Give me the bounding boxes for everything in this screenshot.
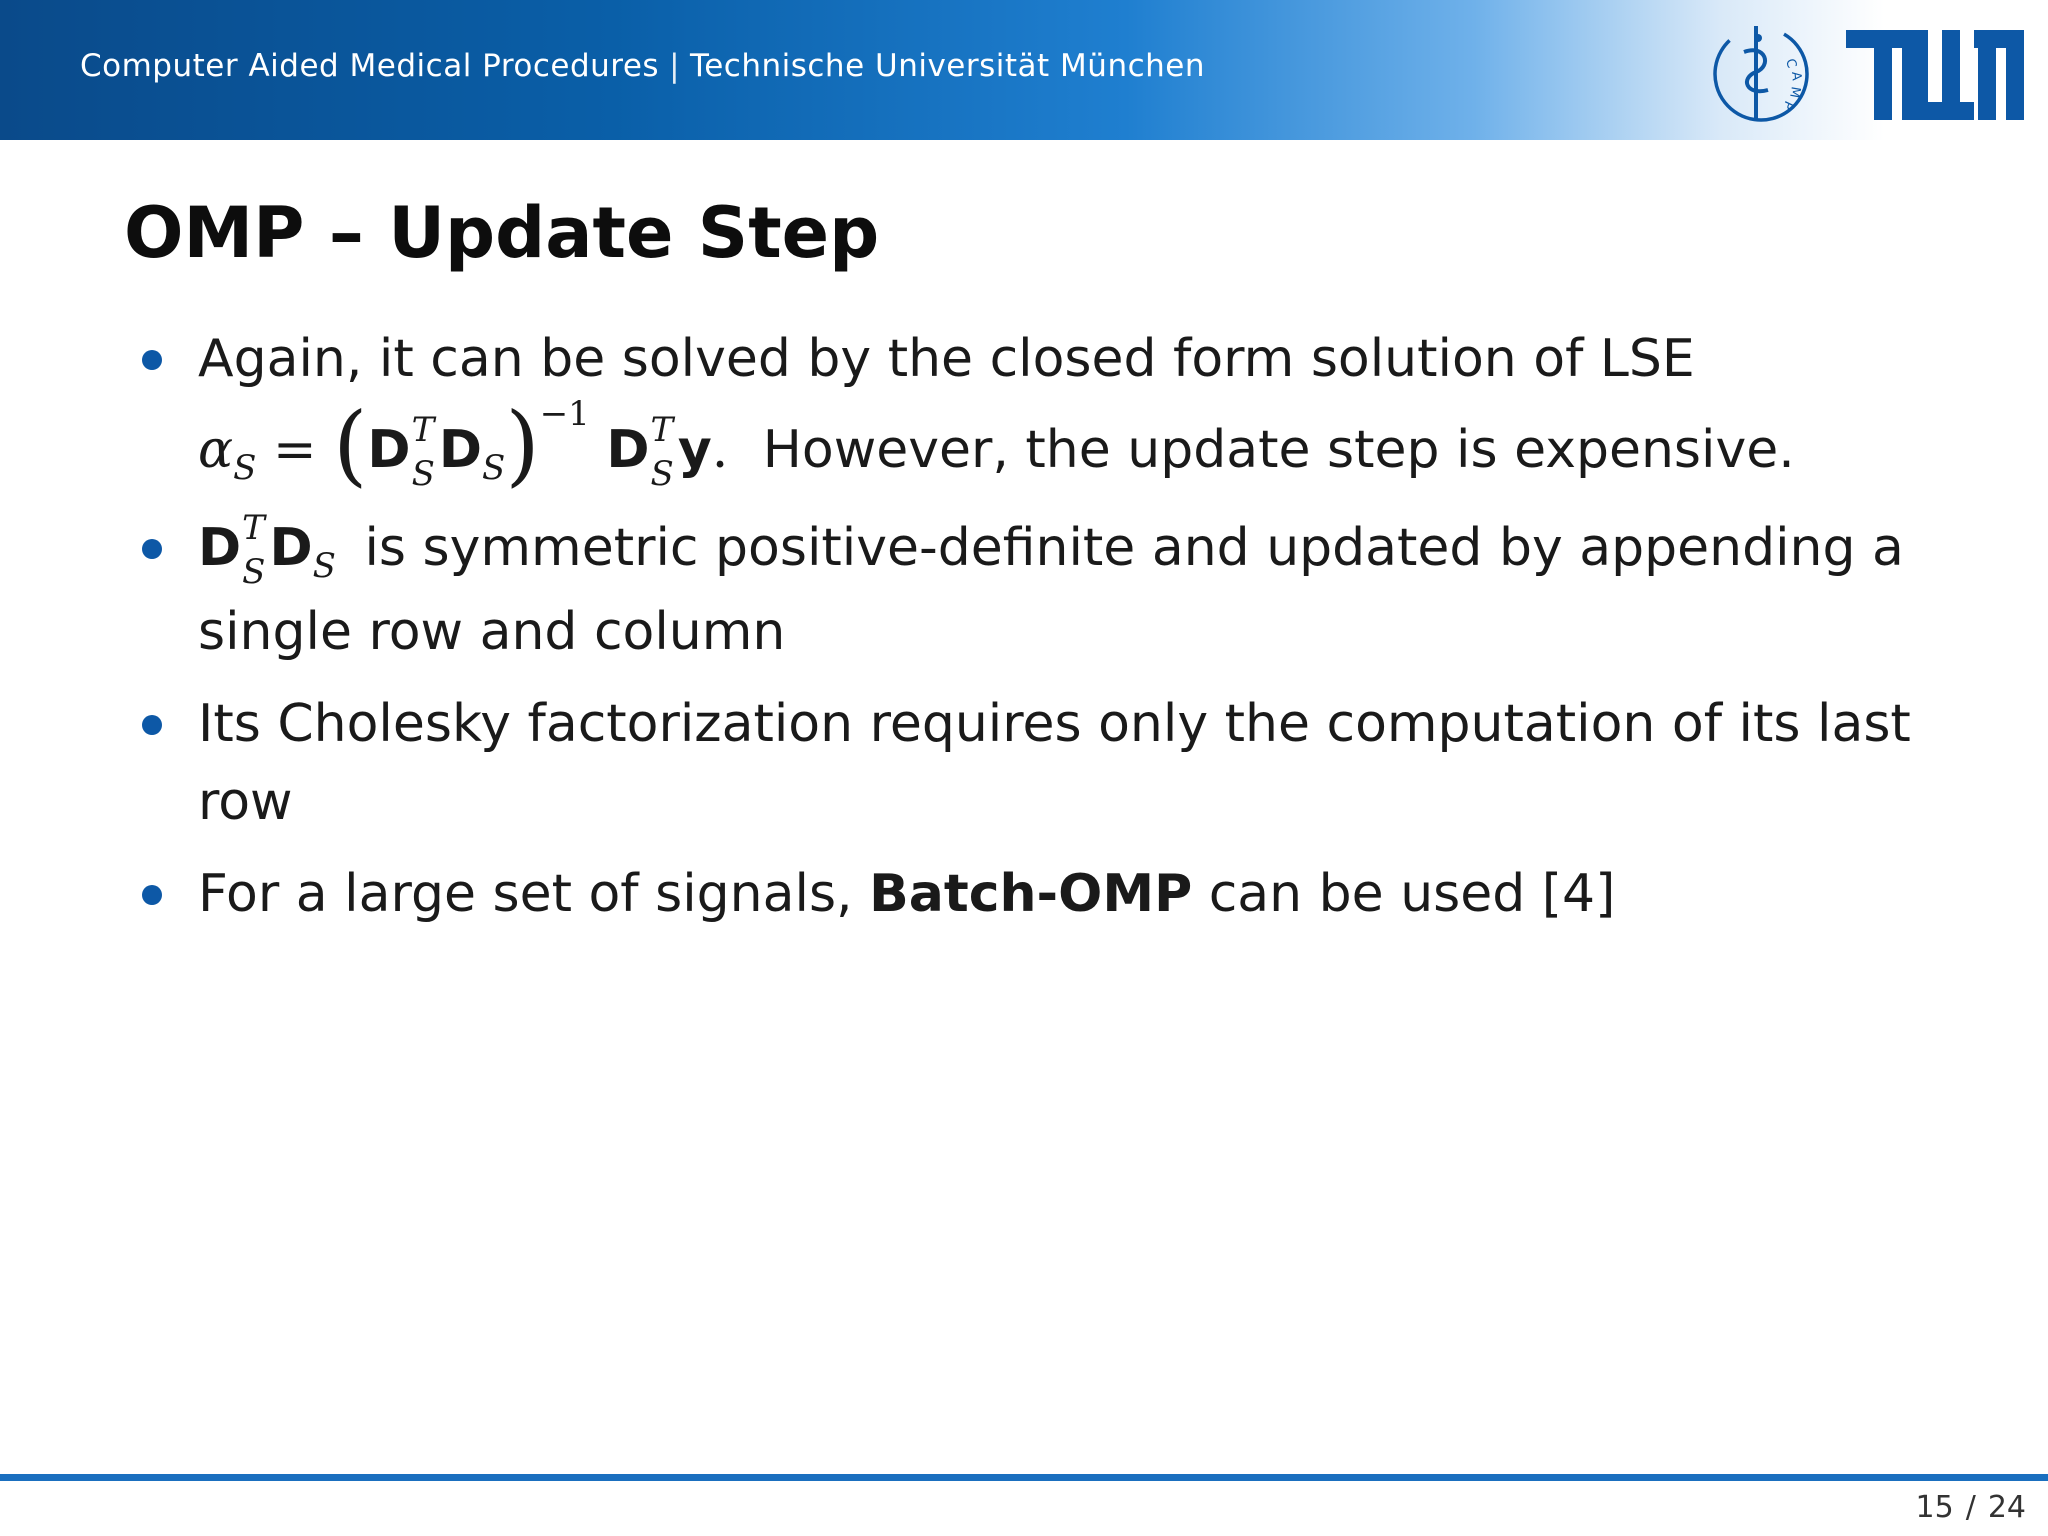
total-pages: 24 bbox=[1987, 1490, 2026, 1525]
bullet-icon bbox=[142, 539, 162, 559]
math-sub-s: S bbox=[650, 454, 674, 494]
page-separator: / bbox=[1965, 1490, 1976, 1525]
bullet-icon bbox=[142, 715, 162, 735]
bullet-4-bold: Batch-OMP bbox=[869, 864, 1193, 924]
math-d: D bbox=[606, 420, 650, 480]
current-page: 15 bbox=[1915, 1490, 1954, 1525]
header-text bbox=[80, 48, 1205, 84]
math-equals: = bbox=[272, 420, 317, 480]
math-d: D bbox=[198, 518, 242, 578]
svg-text:C: C bbox=[1782, 57, 1799, 70]
slide-header bbox=[0, 0, 2048, 140]
bullet-2-text: is symmetric positive-definite and updated by appending a single row and column bbox=[198, 518, 1904, 662]
bullet-item-2 bbox=[138, 509, 1918, 671]
tum-logo-icon bbox=[1846, 30, 2024, 120]
math-sub-s: S bbox=[411, 454, 435, 494]
math-sub-s: S bbox=[233, 448, 257, 488]
bullet-icon bbox=[142, 350, 162, 370]
bullet-icon bbox=[142, 885, 162, 905]
svg-text:P: P bbox=[1779, 98, 1796, 112]
svg-text:M: M bbox=[1786, 85, 1803, 99]
math-sub-s: S bbox=[312, 546, 336, 586]
math-alpha: α bbox=[198, 420, 234, 480]
bullet-1-line-2 bbox=[198, 393, 1918, 496]
header-separator: | bbox=[669, 48, 681, 84]
math-inverse: −1 bbox=[539, 394, 590, 434]
bullet-item-3 bbox=[138, 685, 1918, 841]
math-sup-t: T bbox=[242, 508, 265, 548]
page-number bbox=[1916, 1490, 2026, 1525]
math-d: D bbox=[269, 518, 313, 578]
bullet-4-text-pre: For a large set of signals, bbox=[198, 864, 853, 924]
math-y: y bbox=[677, 420, 712, 480]
math-sup-t: T bbox=[411, 410, 435, 450]
bullet-item-1 bbox=[138, 320, 1918, 495]
math-subsup bbox=[411, 410, 435, 494]
bullet-item-4 bbox=[138, 855, 1918, 933]
footer-bar bbox=[0, 1474, 2048, 1481]
math-sub-s: S bbox=[242, 552, 266, 592]
math-subsup bbox=[650, 410, 674, 494]
slide-title: OMP – Update Step bbox=[124, 192, 880, 274]
math-period: . bbox=[711, 420, 729, 480]
math-d: D bbox=[367, 420, 411, 480]
math-rparen: ) bbox=[505, 393, 540, 496]
bullet-3-text: Its Cholesky factorization requires only the computation of its last row bbox=[198, 694, 1911, 832]
camp-logo-icon bbox=[1706, 16, 1816, 126]
bullet-1-text-2: However, the update step is expensive. bbox=[762, 420, 1795, 480]
math-subsup bbox=[242, 508, 266, 592]
bullet-1-line-1: Again, it can be solved by the closed form solution of LSE bbox=[198, 329, 1695, 389]
bullet-4-text-post: can be used [4] bbox=[1208, 864, 1616, 924]
institute-name: Computer Aided Medical Procedures bbox=[80, 48, 660, 84]
svg-text:A: A bbox=[1788, 71, 1804, 82]
slide-content bbox=[138, 320, 1918, 947]
university-name: Technische Universität München bbox=[690, 48, 1205, 84]
math-sub-s: S bbox=[482, 448, 506, 488]
math-sup-t: T bbox=[650, 410, 674, 450]
math-lparen: ( bbox=[333, 393, 368, 496]
math-d: D bbox=[438, 420, 483, 480]
